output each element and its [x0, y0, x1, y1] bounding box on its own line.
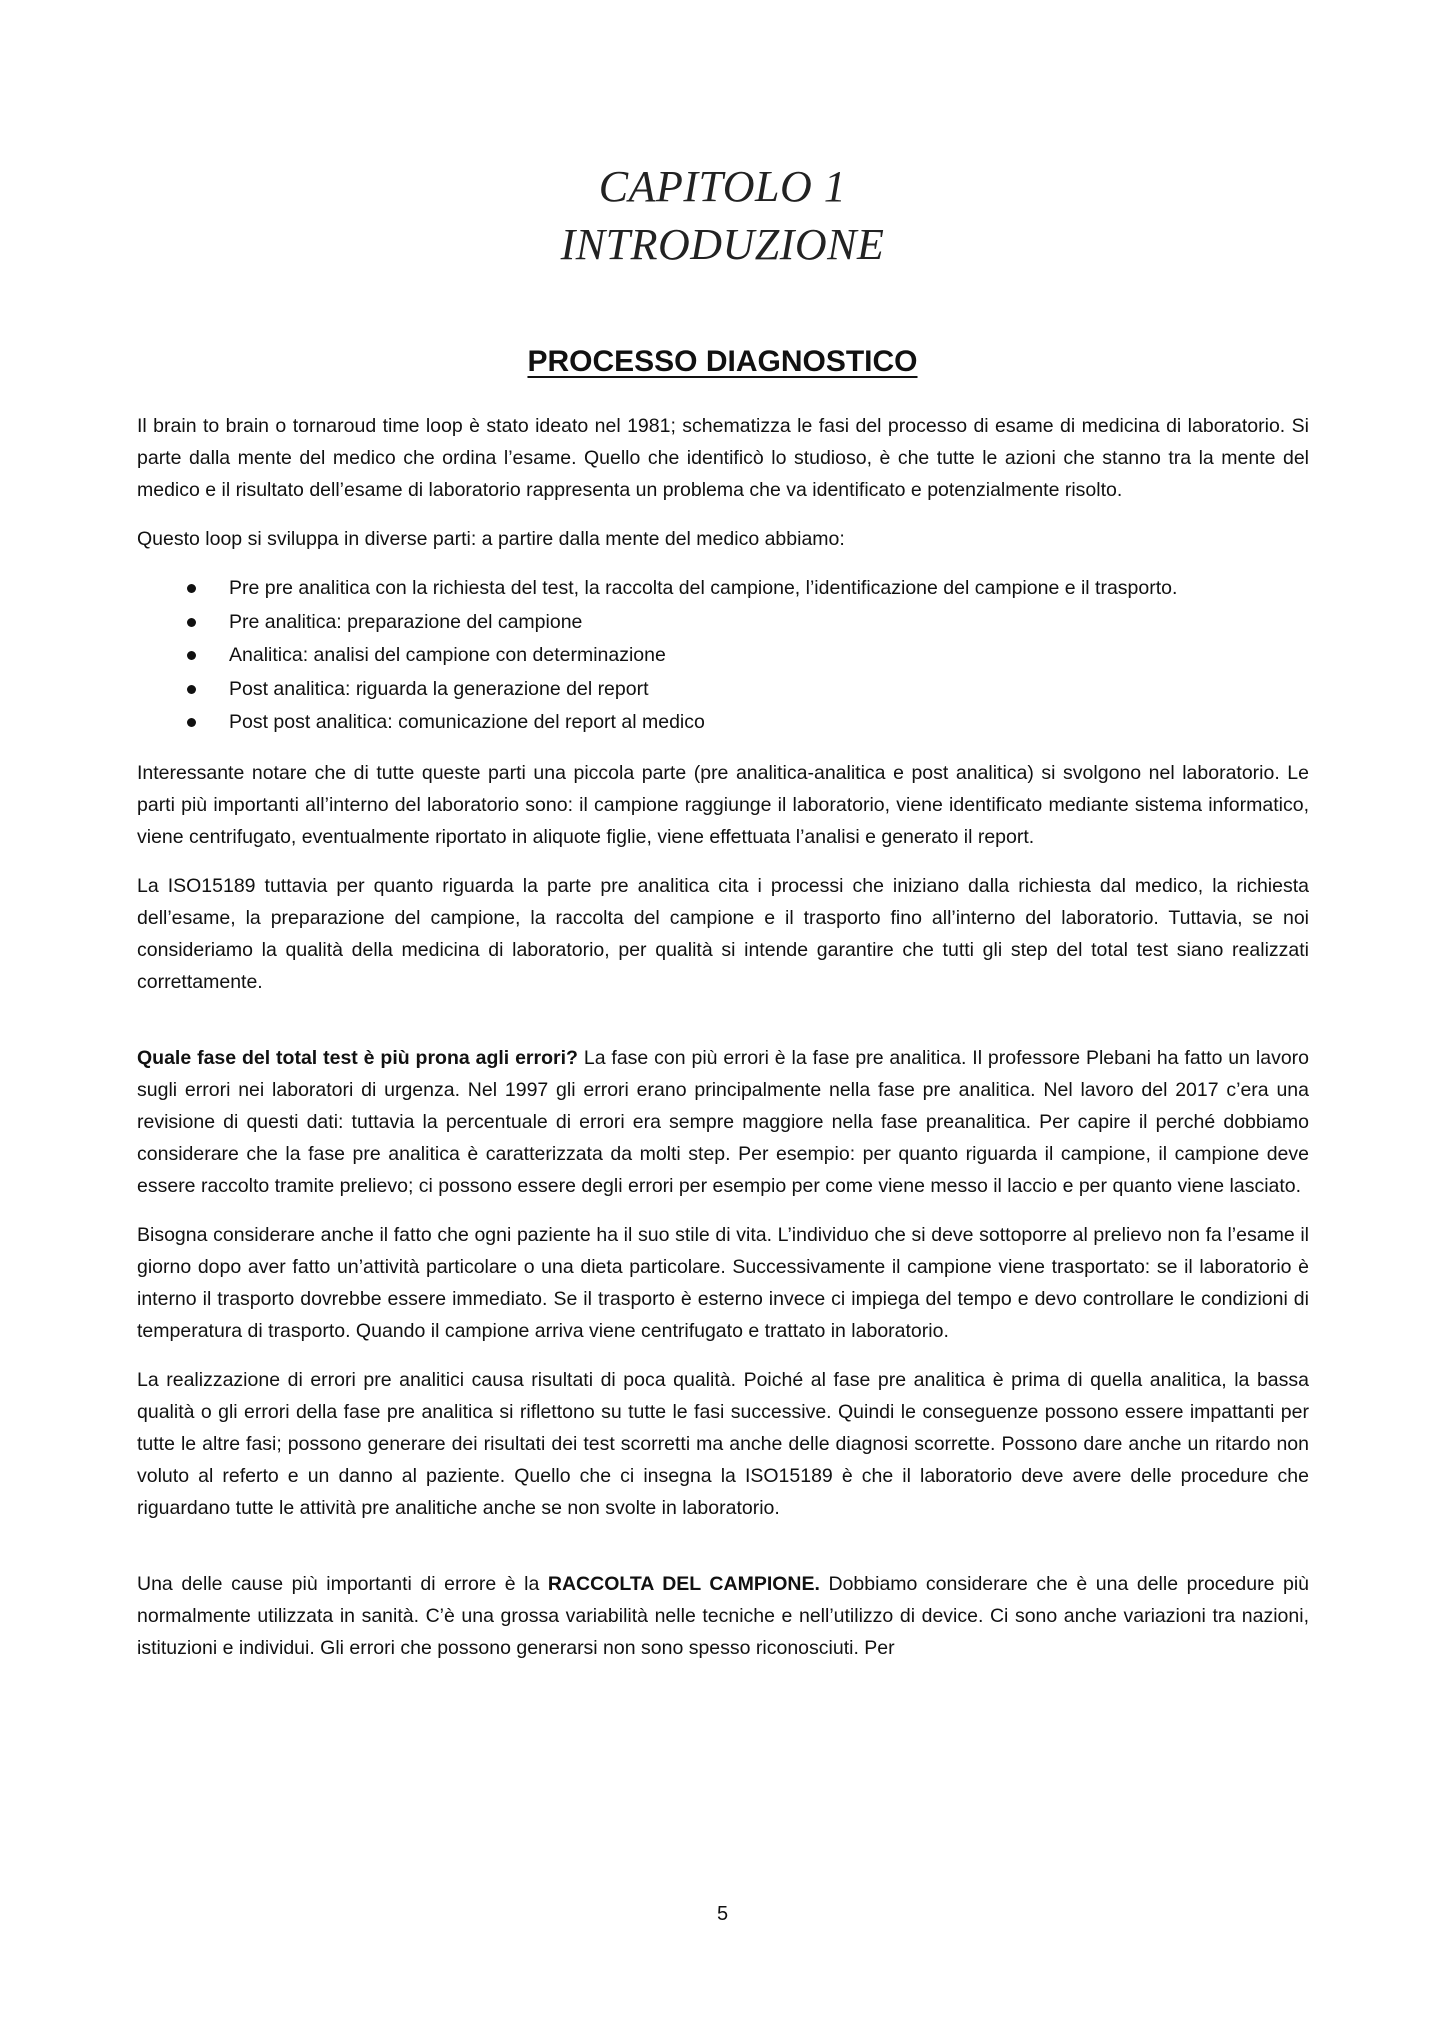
list-item: Pre pre analitica con la richiesta del test, la raccolta del campione, l’identificazione del campione e il trasporto.: [137, 572, 1309, 606]
paragraph-lab-parts: Interessante notare che di tutte queste parti una piccola parte (pre analitica-analitica e post analitica) si svolgono nel laboratorio. Le parti più importanti all’interno del laboratorio sono: il campione raggiunge il laboratorio, viene identificato mediante sistema informatico, viene centrifugato, eventualmente riportato in aliquote figlie, viene effettuata l’analisi e generato il report.: [137, 761, 1309, 848]
sample-collection-bold: RACCOLTA DEL CAMPIONE.: [547, 1572, 820, 1595]
section-title: PROCESSO DIAGNOSTICO: [527, 345, 918, 378]
paragraph-loop-parts: Questo loop si sviluppa in diverse parti: a partire dalla mente del medico abbiamo:: [137, 528, 845, 550]
chapter-number: CAPITOLO 1: [598, 162, 847, 211]
chapter-title: INTRODUZIONE: [560, 220, 885, 269]
page-number: 5: [716, 1903, 729, 1925]
question-bold: Quale fase del total test è più prona agli errori?: [137, 1046, 578, 1069]
list-item: Post post analitica: comunicazione del report al medico: [137, 706, 1309, 740]
paragraph-lifestyle: Bisogna considerare anche il fatto che ogni paziente ha il suo stile di vita. L’individuo che si deve sottoporre al prelievo non fa l’esame il giorno dopo aver fatto un’attività particolare o una dieta particolare. Successivamente il campione viene trasportato: se il laboratorio è interno il trasporto dovrebbe essere immediato. Se il trasporto è esterno invece ci impiega del tempo e devo controllare le condizioni di temperatura di trasporto. Quando il campione arriva viene centrifugato e trattato in laboratorio.: [137, 1223, 1309, 1342]
paragraph-consequences: La realizzazione di errori pre analitici causa risultati di poca qualità. Poiché al fase pre analitica è prima di quella analitica, la bassa qualità o gli errori della fase pre analitica si riflettono su tutte le fasi successive. Quindi le conseguenze possono essere impattanti per tutte le altre fasi; possono generare dei risultati dei test scorretti ma anche delle diagnosi scorrette. Possono dare anche un ritardo non voluto al referto e un danno al paziente. Quello che ci insegna la ISO15189 è che il laboratorio deve avere delle procedure che riguardano tutte le attività pre analitiche anche se non svolte in laboratorio.: [137, 1368, 1309, 1519]
list-item: Post analitica: riguarda la generazione del report: [137, 673, 1309, 707]
bullet-icon: [187, 685, 196, 694]
chapter-heading: [0, 158, 1445, 274]
phase-list: [137, 572, 1309, 740]
paragraph-error-phase: Quale fase del total test è più prona agli errori? La fase con più errori è la fase pre analitica. Il professore Plebani ha fatto un lavoro sugli errori nei laboratori di urgenza. Nel 1997 gli errori erano principalmente nella fase pre analitica. Nel lavoro del 2017 c’era una revisione di questi dati: tuttavia la percentuale di errori era sempre maggiore nella fase preanalitica. Per capire il perché dobbiamo considerare che la fase pre analitica è caratterizzata da molti step. Per esempio: per quanto riguarda il campione, il campione deve essere raccolto tramite prelievo; ci possono essere degli errori per esempio per come viene messo il laccio e per quanto viene lasciato.: [137, 1046, 1309, 1197]
list-item: Pre analitica: preparazione del campione: [137, 606, 1309, 640]
body-text: [137, 410, 1309, 1681]
bullet-icon: [187, 651, 196, 660]
bullet-icon: [187, 718, 196, 727]
paragraph-iso15189: La ISO15189 tuttavia per quanto riguarda la parte pre analitica cita i processi che iniziano dalla richiesta dal medico, la richiesta dell’esame, la preparazione del campione, la raccolta del campione e il trasporto fino all’interno del laboratorio. Tuttavia, se noi consideriamo la qualità della medicina di laboratorio, per qualità si intende garantire che tutti gli step del total test siano realizzati correttamente.: [137, 874, 1309, 993]
paragraph-intro: Il brain to brain o tornaroud time loop è stato ideato nel 1981; schematizza le fasi del processo di esame di medicina di laboratorio. Si parte dalla mente del medico che ordina l’esame. Quello che identificò lo studioso, è che tutte le azioni che stanno tra la mente del medico e il risultato dell’esame di laboratorio rappresenta un problema che va identificato e potenzialmente risolto.: [137, 415, 1309, 501]
paragraph-sample-collection: Una delle cause più importanti di errore è la RACCOLTA DEL CAMPIONE. Dobbiamo considerare che è una delle procedure più normalmente utilizzata in sanità. C’è una grossa variabilità nelle tecniche e nell’utilizzo di device. Ci sono anche variazioni tra nazioni, istituzioni e individui. Gli errori che possono generarsi non sono spesso riconosciuti. Per: [137, 1572, 1310, 1659]
list-item: Analitica: analisi del campione con determinazione: [137, 639, 1309, 673]
bullet-icon: [187, 618, 196, 627]
bullet-icon: [187, 584, 196, 593]
